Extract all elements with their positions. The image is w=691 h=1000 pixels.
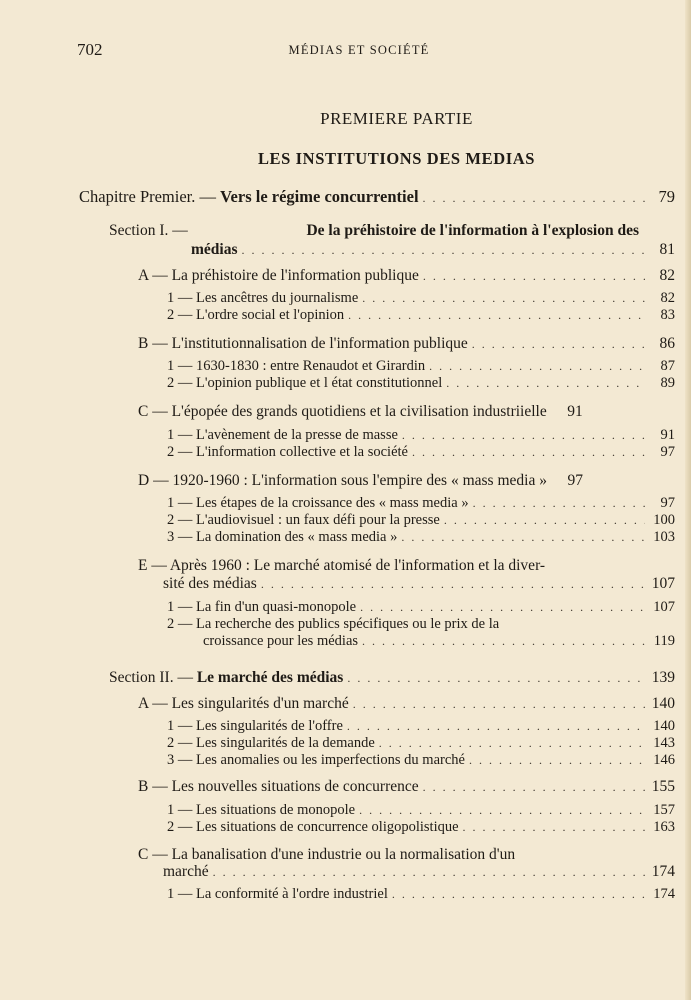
toc-subentry: 3 — La domination des « mass media » . . . 103 [167,529,675,546]
toc-entry: D — 1920-1960 : L'information sous l'empire des « mass media » 97 [138,472,583,489]
toc-subentry: 1 — Les ancêtres du journalisme . . . 82 [167,290,675,307]
toc-subentry-cont: croissance pour les médias . . . 119 [203,633,675,650]
toc-subentry: 2 — Les singularités de la demande . . . 143 [167,735,675,752]
toc-subentry: 2 — L'audiovisuel : un faux défi pour la presse . . . 100 [167,512,675,529]
toc-entry: C — La banalisation d'une industrie ou la normalisation d'un [138,846,516,863]
toc-chapter [79,187,675,207]
running-title: MÉDIAS ET SOCIÉTÉ [288,43,430,57]
toc-subentry: 2 — La recherche des publics spécifiques ou le prix de la [167,616,500,632]
toc-section [109,222,639,240]
toc-page: 79 [658,187,675,206]
part-title: PREMIERE PARTIE [320,109,473,128]
toc-entry: A — Les singularités d'un marché . . . 140 [138,695,675,713]
chapter-label: Chapitre Premier. — [79,187,221,206]
toc-entry: B — Les nouvelles situations de concurrence . . . 155 [138,778,675,796]
part-subtitle: LES INSTITUTIONS DES MEDIAS [257,149,536,168]
toc-subentry: 1 — Les étapes de la croissance des « mass media » . . . 97 [167,495,675,512]
toc-entry-cont: marché . . . 174 [163,863,675,881]
section-title: De la préhistoire de l'information à l'explosion des [306,222,639,239]
section-label: Section II. — [109,669,197,686]
toc-entry: C — L'épopée des grands quotidiens et la civilisation industriielle 91 [138,403,583,420]
toc-section: Section II. — Le marché des médias . . . 139 [109,669,675,687]
toc-subentry: 2 — Les situations de concurrence oligopolistique . . . 163 [167,819,675,836]
toc-entry: A — La préhistoire de l'information publique . . . 82 [138,267,675,285]
toc-entry: B — L'institutionnalisation de l'information publique . . . 86 [138,335,675,353]
chapter-title: Vers le régime concurrentiel [220,187,419,206]
toc-subentry: 1 — L'avènement de la presse de masse . . . 91 [167,427,675,444]
toc-subentry: 1 — 1630-1830 : entre Renaudot et Girardin . . . 87 [167,358,675,375]
section-title: Le marché des médias [196,669,344,686]
section-label: Section I. — [109,222,188,239]
page-number: 702 [77,40,103,59]
toc-entry-cont: sité des médias . . . 107 [163,575,675,593]
toc-subentry: 1 — Les singularités de l'offre . . . 140 [167,718,675,735]
toc-page: 81 [659,241,675,258]
toc-subentry: 3 — Les anomalies ou les imperfections du marché . . . 146 [167,752,675,769]
toc-subentry: 2 — L'opinion publique et l état constitutionnel . . . 89 [167,375,675,392]
toc-subentry: 2 — L'information collective et la société . . . 97 [167,444,675,461]
toc-subentry: 1 — La conformité à l'ordre industriel . . . 174 [167,886,675,903]
toc-subentry: 1 — Les situations de monopole . . . 157 [167,802,675,819]
page-header [77,40,641,62]
toc-entry: E — Après 1960 : Le marché atomisé de l'information et la diver- [138,557,546,574]
toc-section-cont: médias . . . 81 [191,241,675,259]
toc-subentry: 2 — L'ordre social et l'opinion . . . 83 [167,307,675,324]
toc-subentry: 1 — La fin d'un quasi-monopole . . . 107 [167,599,675,616]
